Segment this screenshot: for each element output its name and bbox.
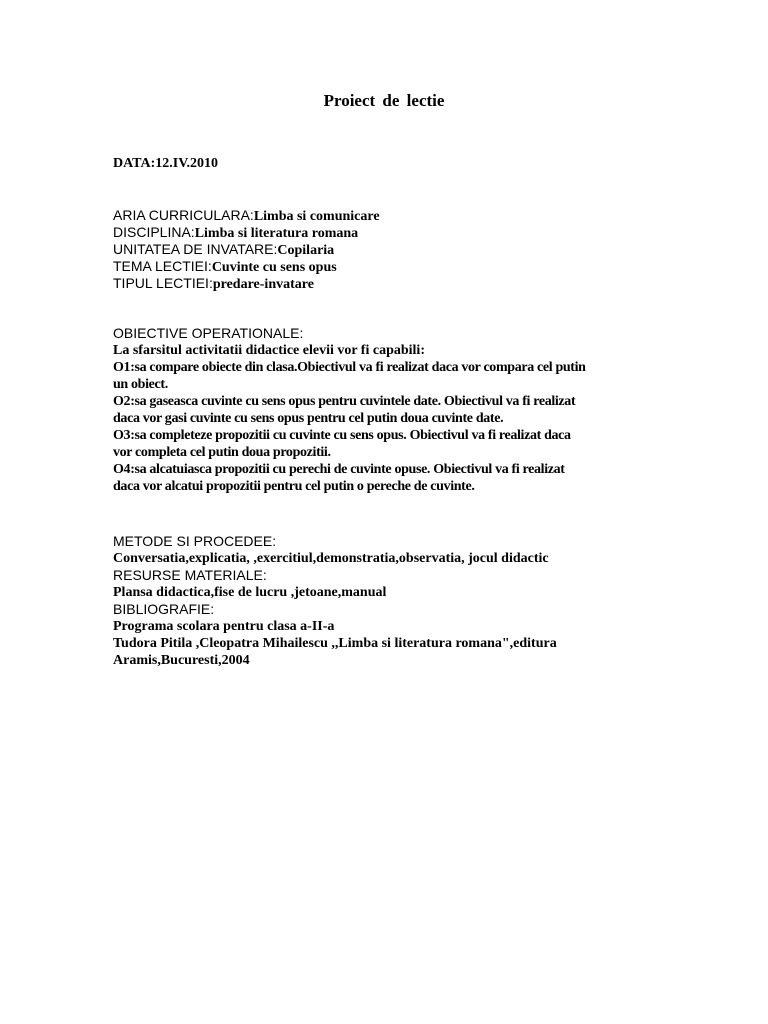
objective-o2-line2: daca vor gasi cuvinte cu sens opus pentru cel putin doua cuvinte date.	[113, 411, 504, 426]
date-section	[113, 155, 653, 172]
objective-o1-line1: O1:sa compare obiecte din clasa.Obiectivul va fi realizat daca vor compara cel putin	[113, 360, 586, 375]
resurse-heading: RESURSE MATERIALE:	[113, 567, 267, 583]
biblio-line3: Aramis,Bucuresti,2004	[113, 653, 250, 668]
tipul-line	[113, 275, 653, 292]
unitatea-line	[113, 241, 653, 258]
unitatea-label: UNITATEA DE INVATARE:	[113, 241, 278, 257]
lesson-info-section	[113, 207, 653, 292]
biblio-line2: Tudora Pitila ,Cleopatra Mihailescu ,,Limba si literatura romana",editura	[113, 636, 557, 651]
objective-o2-line1: O2:sa gaseasca cuvinte cu sens opus pentru cuvintele date. Obiectivul va fi realizat	[113, 394, 576, 409]
tipul-label: TIPUL LECTIEI:	[113, 275, 213, 291]
aria-line	[113, 207, 653, 224]
resources-section	[113, 533, 653, 669]
objective-o3-line2: vor completa cel putin doua propozitii.	[113, 445, 331, 460]
aria-label: ARIA CURRICULARA:	[113, 207, 254, 223]
objective-o1-line2: un obiect.	[113, 377, 168, 392]
disciplina-label: DISCIPLINA:	[113, 224, 195, 240]
document-title: Proiect de lectie	[323, 91, 445, 110]
biblio-heading: BIBLIOGRAFIE:	[113, 601, 215, 617]
tema-line	[113, 258, 653, 275]
tema-value: Cuvinte cu sens opus	[211, 260, 337, 275]
objective-o4-line1: O4:sa alcatuiasca propozitii cu perechi de cuvinte opuse. Obiectivul va fi realizat	[113, 462, 565, 477]
disciplina-value: Limba si literatura romana	[194, 226, 359, 241]
metode-heading: METODE SI PROCEDEE:	[113, 533, 277, 549]
aria-value: Limba si comunicare	[253, 209, 380, 224]
metode-value: Conversatia,explicatia, ,exercitiul,demonstratia,observatia, jocul didactic	[113, 551, 549, 566]
disciplina-line	[113, 224, 653, 241]
objective-o3-line1: O3:sa completeze propozitii cu cuvinte cu sens opus. Obiectivul va fi realizat daca	[113, 428, 571, 443]
tema-label: TEMA LECTIEI:	[113, 258, 212, 274]
objectives-intro: La sfarsitul activitatii didactice elevii vor fi capabili:	[113, 343, 425, 358]
resurse-value: Plansa didactica,fise de lucru ,jetoane,manual	[113, 585, 387, 600]
objectives-heading: OBIECTIVE OPERATIONALE:	[113, 325, 304, 341]
objectives-section	[113, 325, 653, 495]
tipul-value: predare-invatare	[212, 277, 314, 292]
unitatea-value: Copilaria	[277, 243, 335, 258]
biblio-line1: Programa scolara pentru clasa a-II-a	[113, 619, 335, 634]
date-line: DATA:12.IV.2010	[113, 156, 219, 171]
objective-o4-line2: daca vor alcatui propozitii pentru cel putin o pereche de cuvinte.	[113, 479, 475, 494]
